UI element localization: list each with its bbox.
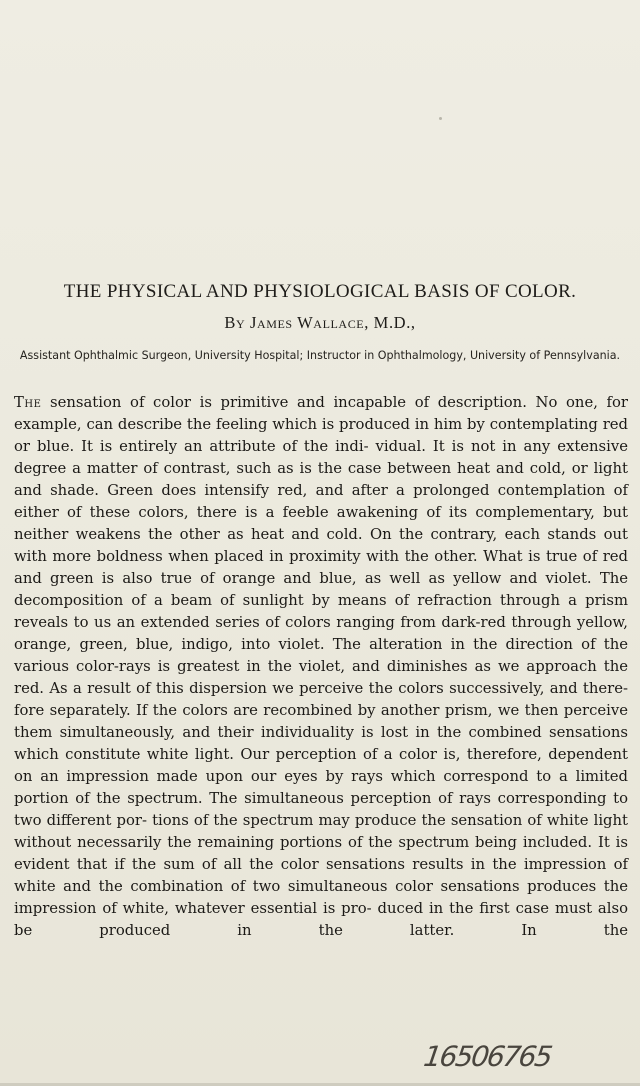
author-byline: By James Wallace, M.D., [224, 313, 416, 332]
handwritten-accession-mark: 16506765 [421, 1040, 553, 1073]
author-affiliation: Assistant Ophthalmic Surgeon, University Hospital; Instructor in Ophthalmology, University of Pennsylvania. [19, 349, 621, 362]
body-paragraph: sensation of color is primitive and incapable of description. No one, for example, can describe the feeling which is produced in him by contemplating red or blue. It is entirely an attribute of the indi- vidual. It is not in any extensive degree a matter of contrast, such as is the case between heat and cold, or light and shade. Green does intensify red, and after a prolonged contemplation of either of these colors, there is a feeble awakening of its complementary, but neither weakens the other as heat and cold. On the contrary, each stands out with more boldness when placed in proximity with the other. What is true of red and green is also true of orange and blue, as well as yellow and violet. The decomposition of a beam of sunlight by means of refraction through a prism reveals to us an extended series of colors ranging from dark-red through yellow, orange, green, blue, indigo, into violet. The alteration in the direction of the various color-rays is greatest in the violet, and diminishes as we approach the red. As a result of this dispersion we perceive the colors successively, and there- fore separately. If the colors are recombined by another prism, we then perceive them simultaneously, and their individuality is lost in the combined sensations which constitute white light. Our perception of a color is, therefore, dependent on an impression made upon our eyes by rays which correspond to a limited portion of the spectrum. The simultaneous perception of rays corresponding to two different por- tions of the spectrum may produce the sensation of white light without necessarily the remaining portions of the spectrum being included. It is evident that if the sum of all the color sensations results in the impression of white and the combination of two simultaneous color sensations produces the impression of white, whatever essential is pro- duced in the first case must also be produced in the latter. In the [14, 394, 628, 939]
paper-speck [439, 117, 442, 120]
article-body [14, 392, 628, 942]
lead-word: The [14, 394, 42, 411]
article-title: THE PHYSICAL AND PHYSIOLOGICAL BASIS OF COLOR. [63, 281, 577, 302]
